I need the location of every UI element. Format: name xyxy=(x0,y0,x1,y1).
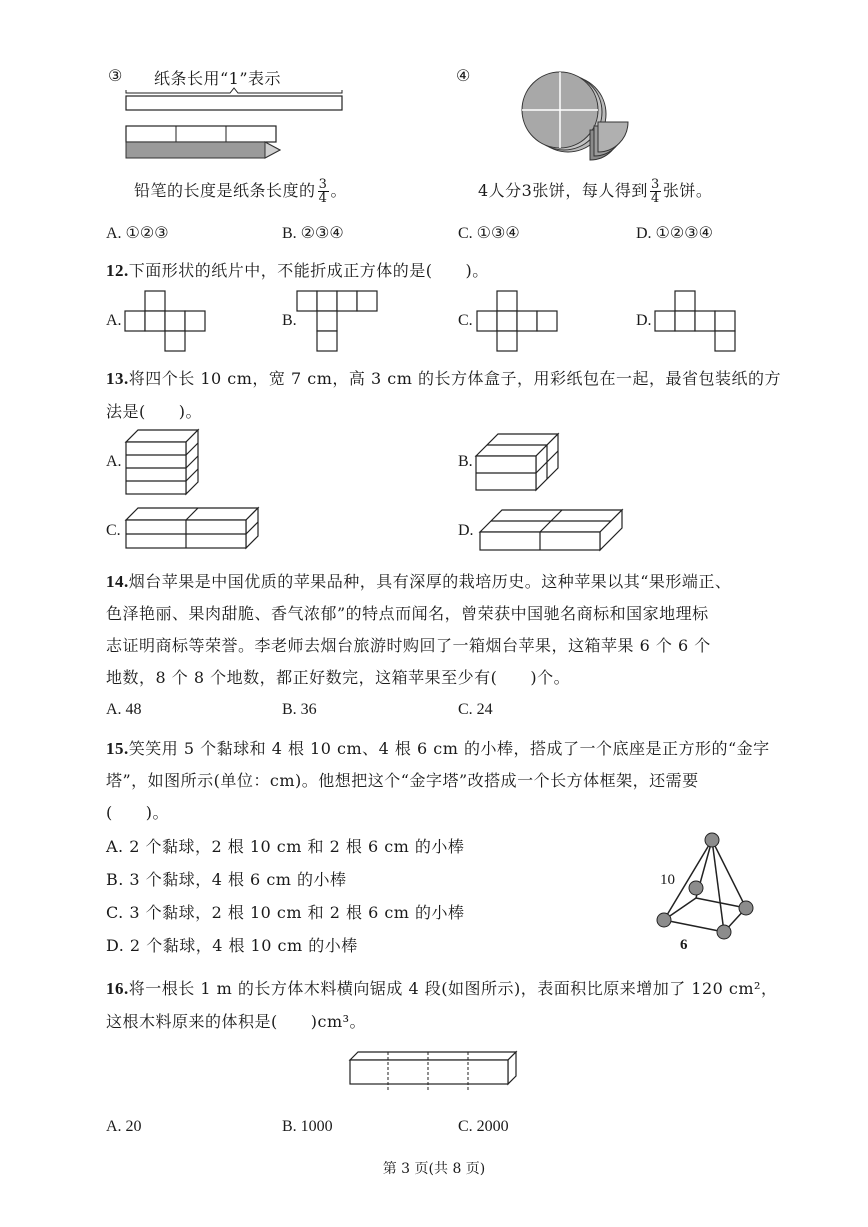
pyramid-side-length-label: 10 xyxy=(660,872,675,888)
q14-option-a[interactable]: A. 48 xyxy=(106,701,142,718)
q16-option-c[interactable]: C. 2000 xyxy=(458,1118,509,1135)
q13-box-b xyxy=(474,432,564,494)
q13-number: 13. xyxy=(106,369,129,388)
item3-caption: 纸条长用“1”表示 xyxy=(154,69,282,88)
q13-text-line1: 将四个长 10 cm，宽 7 cm，高 3 cm 的长方体盒子，用彩纸包在一起，最省包装纸的方 xyxy=(128,369,781,388)
q12-option-d[interactable]: D. xyxy=(636,312,652,329)
q12-option-b[interactable]: B. xyxy=(282,312,297,329)
q15-number: 15. xyxy=(106,739,129,758)
q12-option-a[interactable]: A. xyxy=(106,312,122,329)
q11-option-d[interactable]: D. ①②③④ xyxy=(636,225,713,242)
item3-marker: ③ xyxy=(108,66,123,85)
q12-net-b xyxy=(296,290,386,354)
q13-question-line1 xyxy=(106,366,781,389)
q14-line4: 地数，8 个 8 个地数，都正好数完，这箱苹果至少有( )个。 xyxy=(106,668,571,687)
q11-option-a[interactable]: A. ①②③ xyxy=(106,225,169,242)
paper-strip-pencil-figure xyxy=(120,84,345,174)
q12-number: 12. xyxy=(106,261,129,280)
pancakes-figure xyxy=(524,72,644,172)
q13-box-d xyxy=(478,508,628,554)
q15-line2: 塔”，如图所示(单位：cm)。他想把这个“金字塔”改搭成一个长方体框架，还需要 xyxy=(106,771,699,790)
q14-option-c[interactable]: C. 24 xyxy=(458,701,493,718)
q12-text: 下面形状的纸片中，不能折成正方体的是( )。 xyxy=(128,261,489,280)
q14-option-b[interactable]: B. 36 xyxy=(282,701,317,718)
q12-question xyxy=(106,258,489,281)
q15-option-d[interactable]: D. 2 个黏球，4 根 10 cm 的小棒 xyxy=(106,936,358,955)
q16-line2: 这根木料原来的体积是( )cm³。 xyxy=(106,1012,367,1031)
q15-option-b[interactable]: B. 3 个黏球，4 根 6 cm 的小棒 xyxy=(106,870,347,889)
page-footer: 第 3 页(共 8 页) xyxy=(382,1161,486,1177)
q15-line3: ( )。 xyxy=(106,803,169,822)
q16-text-line1: 将一根长 1 m 的长方体木料横向锯成 4 段(如图所示)，表面积比原来增加了 120 cm²， xyxy=(128,979,778,998)
item3-statement-text: 铅笔的长度是纸条长度的 xyxy=(134,181,316,200)
item3-fraction xyxy=(318,178,329,205)
item4-marker: ④ xyxy=(456,66,471,85)
q15-option-c[interactable]: C. 3 个黏球，2 根 10 cm 和 2 根 6 cm 的小棒 xyxy=(106,903,465,922)
q16-line1 xyxy=(106,976,777,999)
q16-option-a[interactable]: A. 20 xyxy=(106,1118,142,1135)
item4-statement-text: 4人分3张饼，每人得到 xyxy=(478,181,648,200)
q13-option-d[interactable]: D. xyxy=(458,522,474,539)
q13-question-line2: 法是( )。 xyxy=(106,402,202,421)
q11-option-b[interactable]: B. ②③④ xyxy=(282,225,344,242)
q13-option-b[interactable]: B. xyxy=(458,453,473,470)
q13-option-c[interactable]: C. xyxy=(106,522,121,539)
q16-option-b[interactable]: B. 1000 xyxy=(282,1118,333,1135)
q14-line3: 志证明商标等荣誉。李老师去烟台旅游时购回了一箱烟台苹果，这箱苹果 6 个 6 个 xyxy=(106,636,711,655)
q11-option-c[interactable]: C. ①③④ xyxy=(458,225,520,242)
q12-net-c xyxy=(476,290,566,354)
item4-frac-den: 4 xyxy=(650,191,660,206)
item3-frac-num: 3 xyxy=(318,177,328,192)
q15-text-line1: 笑笑用 5 个黏球和 4 根 10 cm、4 根 6 cm 的小棒，搭成了一个底座是正方形的“金字 xyxy=(128,739,770,758)
q12-option-c[interactable]: C. xyxy=(458,312,473,329)
item4-statement xyxy=(478,178,712,205)
q15-option-a[interactable]: A. 2 个黏球，2 根 10 cm 和 2 根 6 cm 的小棒 xyxy=(106,837,465,856)
item3-frac-den: 4 xyxy=(318,191,328,206)
q12-net-d xyxy=(654,290,744,354)
q14-line2: 色泽艳丽、果肉甜脆、香气浓郁”的特点而闻名，曾荣获中国驰名商标和国家地理标 xyxy=(106,604,709,623)
item3-statement-end: 。 xyxy=(330,181,348,200)
q16-number: 16. xyxy=(106,979,129,998)
q13-option-a[interactable]: A. xyxy=(106,453,122,470)
q13-box-c xyxy=(124,506,264,556)
q12-net-a xyxy=(124,290,214,354)
pyramid-base-length-label: 6 xyxy=(680,937,688,953)
item4-frac-num: 3 xyxy=(650,177,660,192)
q14-text-line1: 烟台苹果是中国优质的苹果品种，具有深厚的栽培历史。这种苹果以其“果形端正、 xyxy=(128,572,732,591)
item4-fraction xyxy=(650,178,661,205)
item3-statement xyxy=(134,178,347,205)
item4-statement-end: 张饼。 xyxy=(662,181,713,200)
q13-box-a xyxy=(124,428,204,498)
wood-beam-figure xyxy=(348,1050,520,1090)
q14-line1 xyxy=(106,569,731,592)
q14-number: 14. xyxy=(106,572,129,591)
q15-line1 xyxy=(106,736,770,759)
